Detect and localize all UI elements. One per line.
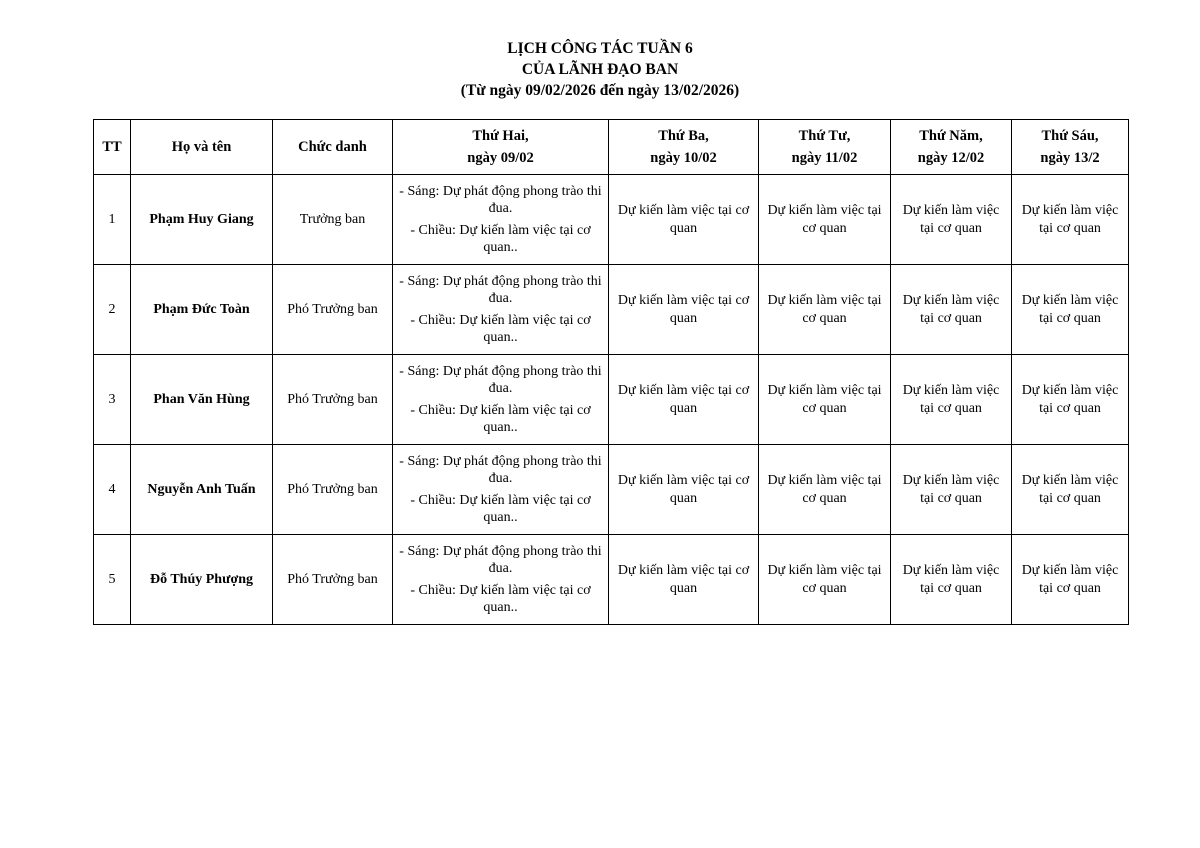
header-tuesday-date: ngày 10/02 [650,150,717,166]
cell-position: Phó Trưởng ban [273,355,393,445]
cell-wednesday: Dự kiến làm việc tại cơ quan [759,535,891,625]
cell-monday [393,355,609,445]
cell-position: Phó Trưởng ban [273,265,393,355]
cell-friday: Dự kiến làm việc tại cơ quan [1012,265,1129,355]
cell-friday: Dự kiến làm việc tại cơ quan [1012,175,1129,265]
header-monday [393,120,609,175]
cell-friday: Dự kiến làm việc tại cơ quan [1012,445,1129,535]
header-name: Họ và tên [131,120,273,175]
cell-thursday: Dự kiến làm việc tại cơ quan [891,445,1012,535]
title-line-2: CỦA LÃNH ĐẠO BAN [521,61,679,78]
monday-morning: - Sáng: Dự phát động phong trào thi đua. [399,454,602,486]
table-row [94,535,1129,625]
header-monday-day: Thứ Hai, [472,128,529,144]
cell-wednesday: Dự kiến làm việc tại cơ quan [759,175,891,265]
cell-monday [393,265,609,355]
cell-tt: 1 [94,175,131,265]
title-line-3: (Từ ngày 09/02/2026 đến ngày 13/02/2026) [460,82,740,99]
cell-thursday: Dự kiến làm việc tại cơ quan [891,535,1012,625]
cell-monday [393,175,609,265]
header-friday-day: Thứ Sáu, [1041,128,1099,144]
monday-afternoon: - Chiều: Dự kiến làm việc tại cơ quan.. [410,403,591,435]
header-wednesday [759,120,891,175]
header-monday-date: ngày 09/02 [467,150,534,166]
cell-wednesday: Dự kiến làm việc tại cơ quan [759,445,891,535]
header-row [94,120,1129,175]
cell-tt: 3 [94,355,131,445]
monday-afternoon: - Chiều: Dự kiến làm việc tại cơ quan.. [410,583,591,615]
monday-morning: - Sáng: Dự phát động phong trào thi đua. [399,274,602,306]
header-wednesday-date: ngày 11/02 [791,150,858,166]
header-tuesday [609,120,759,175]
table-row [94,175,1129,265]
header-friday-date: ngày 13/2 [1040,150,1100,166]
cell-wednesday: Dự kiến làm việc tại cơ quan [759,265,891,355]
cell-name: Nguyễn Anh Tuấn [131,445,273,535]
cell-friday: Dự kiến làm việc tại cơ quan [1012,355,1129,445]
cell-tt: 4 [94,445,131,535]
header-tt: TT [94,120,131,175]
monday-afternoon: - Chiều: Dự kiến làm việc tại cơ quan.. [410,223,591,255]
monday-afternoon: - Chiều: Dự kiến làm việc tại cơ quan.. [410,313,591,345]
header-wednesday-day: Thứ Tư, [798,128,851,144]
title-line-1: LỊCH CÔNG TÁC TUẦN 6 [507,40,693,57]
cell-friday: Dự kiến làm việc tại cơ quan [1012,535,1129,625]
cell-wednesday: Dự kiến làm việc tại cơ quan [759,355,891,445]
cell-position: Phó Trưởng ban [273,445,393,535]
cell-tuesday: Dự kiến làm việc tại cơ quan [609,175,759,265]
cell-thursday: Dự kiến làm việc tại cơ quan [891,175,1012,265]
header-tuesday-day: Thứ Ba, [658,128,709,144]
table-row [94,265,1129,355]
header-thursday-date: ngày 12/02 [917,150,985,166]
header-thursday-day: Thứ Năm, [919,128,983,144]
cell-position: Phó Trưởng ban [273,535,393,625]
cell-name: Đỗ Thúy Phượng [131,535,273,625]
cell-name: Phan Văn Hùng [131,355,273,445]
table-row [94,355,1129,445]
header-position: Chức danh [273,120,393,175]
monday-afternoon: - Chiều: Dự kiến làm việc tại cơ quan.. [410,493,591,525]
monday-morning: - Sáng: Dự phát động phong trào thi đua. [399,364,602,396]
cell-tuesday: Dự kiến làm việc tại cơ quan [609,535,759,625]
header-thursday [891,120,1012,175]
cell-name: Phạm Đức Toàn [131,265,273,355]
monday-morning: - Sáng: Dự phát động phong trào thi đua. [399,544,602,576]
cell-monday [393,445,609,535]
header-friday [1012,120,1129,175]
cell-tt: 5 [94,535,131,625]
cell-name: Phạm Huy Giang [131,175,273,265]
cell-thursday: Dự kiến làm việc tại cơ quan [891,265,1012,355]
cell-tt: 2 [94,265,131,355]
table-row [94,445,1129,535]
document-title [0,0,1200,101]
cell-tuesday: Dự kiến làm việc tại cơ quan [609,265,759,355]
cell-monday [393,535,609,625]
cell-tuesday: Dự kiến làm việc tại cơ quan [609,445,759,535]
schedule-table [93,119,1129,625]
cell-tuesday: Dự kiến làm việc tại cơ quan [609,355,759,445]
cell-thursday: Dự kiến làm việc tại cơ quan [891,355,1012,445]
cell-position: Trưởng ban [273,175,393,265]
monday-morning: - Sáng: Dự phát động phong trào thi đua. [399,184,602,216]
